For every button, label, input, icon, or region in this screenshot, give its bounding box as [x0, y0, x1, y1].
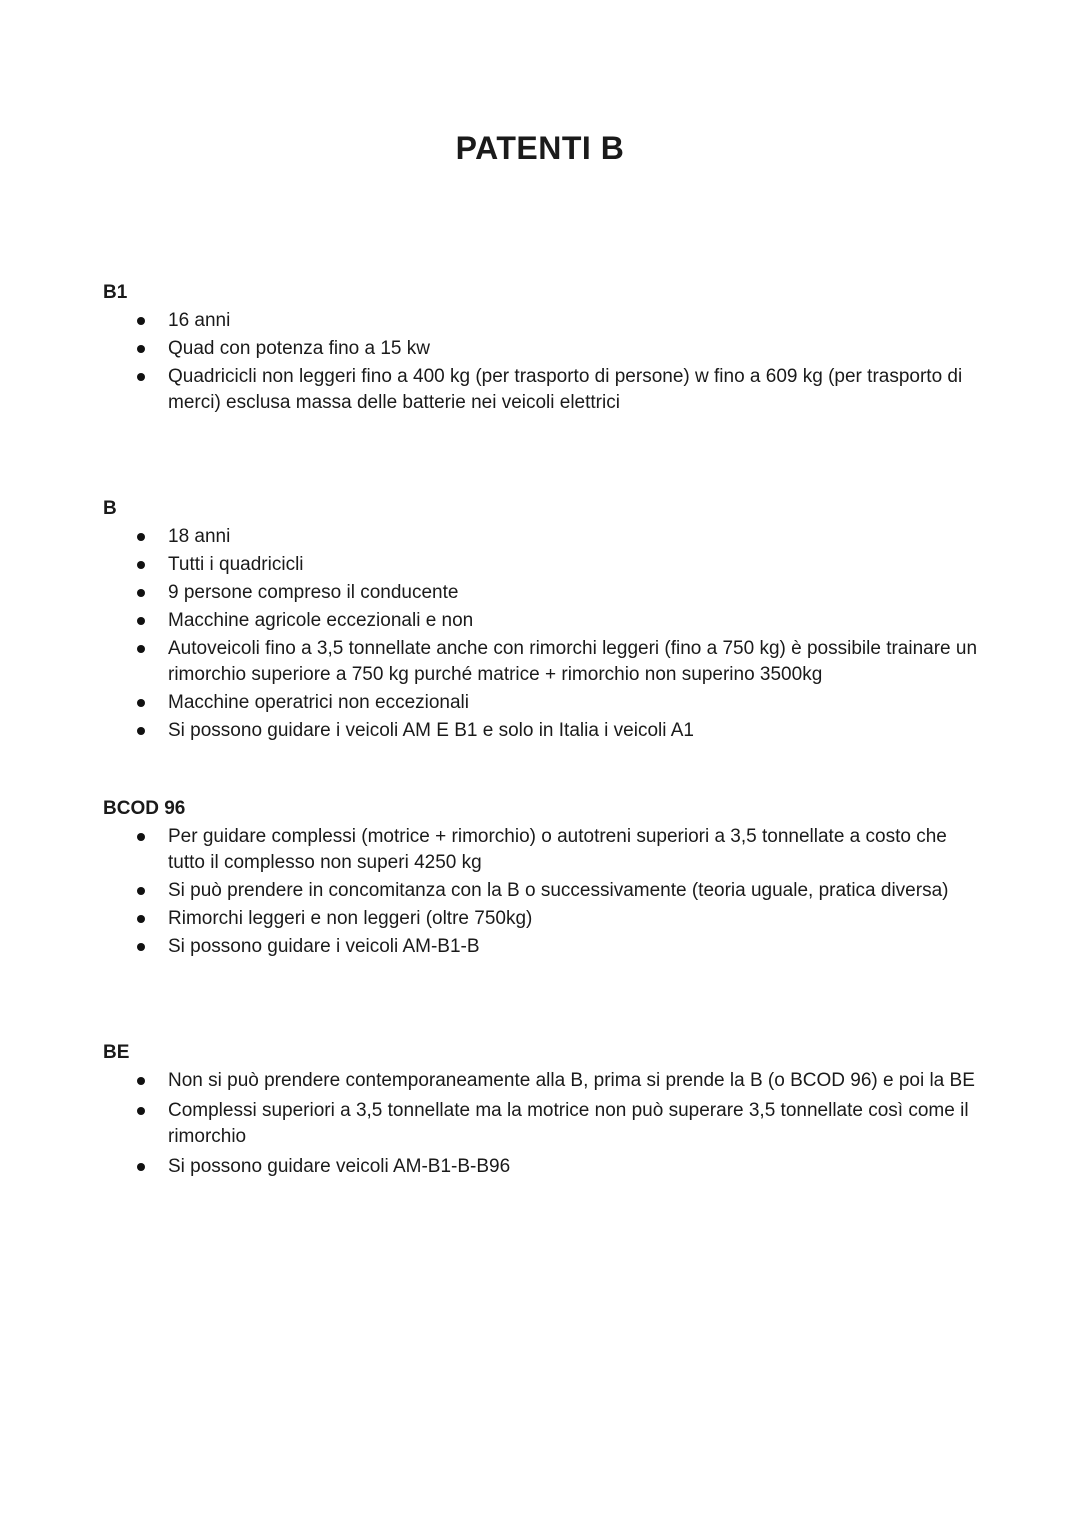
list-item-text: Macchine agricole eccezionali e non: [168, 610, 474, 631]
list-item-text: Per guidare complessi (motrice + rimorchio) o autotreni superiori a 3,5 tonnellate a costo che tutto il complesso non superi 4250 kg: [168, 826, 947, 873]
bullet-list: [0, 308, 1080, 418]
list-item: [0, 308, 1080, 334]
list-item-text: 18 anni: [168, 526, 231, 547]
list-item: [0, 1098, 1080, 1150]
bullet-list: [0, 1068, 1080, 1182]
bullet-icon: [137, 561, 145, 569]
bullet-icon: [137, 943, 145, 951]
list-item: [0, 824, 1080, 876]
list-item: [0, 552, 1080, 578]
list-item-text: Complessi superiori a 3,5 tonnellate ma la motrice non può superare 3,5 tonnellate così come il rimorchio: [168, 1100, 969, 1147]
section-heading: BCOD 96: [103, 798, 186, 819]
list-item-text: 16 anni: [168, 310, 231, 331]
bullet-icon: [137, 345, 145, 353]
list-item-text: Quad con potenza fino a 15 kw: [168, 338, 430, 359]
section-heading: BE: [103, 1042, 130, 1063]
list-item-text: Quadricicli non leggeri fino a 400 kg (per trasporto di persone) w fino a 609 kg (per trasporto di merci) esclusa massa delle batterie nei veicoli elettrici: [168, 366, 963, 413]
list-item-text: 9 persone compreso il conducente: [168, 582, 459, 603]
list-item: [0, 580, 1080, 606]
list-item-text: Si può prendere in concomitanza con la B o successivamente (teoria uguale, pratica diversa): [168, 880, 949, 901]
list-item: [0, 364, 1080, 416]
bullet-icon: [137, 1077, 145, 1085]
list-item: [0, 906, 1080, 932]
list-item: [0, 718, 1080, 744]
list-item: [0, 934, 1080, 960]
bullet-icon: [137, 699, 145, 707]
bullet-icon: [137, 1163, 145, 1171]
bullet-icon: [137, 887, 145, 895]
list-item: [0, 336, 1080, 362]
list-item-text: Autoveicoli fino a 3,5 tonnellate anche con rimorchi leggeri (fino a 750 kg) è possibile trainare un rimorchio superiore a 750 kg purché matrice + rimorchio non superino 3500kg: [168, 638, 978, 685]
list-item-text: Si possono guidare veicoli AM-B1-B-B96: [168, 1156, 511, 1177]
list-item-text: Rimorchi leggeri e non leggeri (oltre 750kg): [168, 908, 533, 929]
section-heading: B: [103, 498, 117, 519]
bullet-icon: [137, 373, 145, 381]
list-item-text: Tutti i quadricicli: [168, 554, 304, 575]
page-title: PATENTI B: [455, 130, 625, 166]
bullet-icon: [137, 645, 145, 653]
list-item: [0, 1154, 1080, 1180]
list-item-text: Non si può prendere contemporaneamente alla B, prima si prende la B (o BCOD 96) e poi la BE: [168, 1070, 975, 1091]
list-item-text: Si possono guidare i veicoli AM E B1 e solo in Italia i veicoli A1: [168, 720, 694, 741]
bullet-icon: [137, 617, 145, 625]
section-heading: B1: [103, 282, 128, 303]
bullet-icon: [137, 727, 145, 735]
bullet-list: [0, 824, 1080, 962]
bullet-icon: [137, 1107, 145, 1115]
list-item-text: Macchine operatrici non eccezionali: [168, 692, 469, 713]
list-item-text: Si possono guidare i veicoli AM-B1-B: [168, 936, 480, 957]
list-item: [0, 690, 1080, 716]
bullet-icon: [137, 915, 145, 923]
bullet-icon: [137, 533, 145, 541]
list-item: [0, 1068, 1080, 1094]
list-item: [0, 878, 1080, 904]
bullet-list: [0, 524, 1080, 746]
bullet-icon: [137, 589, 145, 597]
list-item: [0, 608, 1080, 634]
list-item: [0, 524, 1080, 550]
list-item: [0, 636, 1080, 688]
bullet-icon: [137, 317, 145, 325]
bullet-icon: [137, 833, 145, 841]
